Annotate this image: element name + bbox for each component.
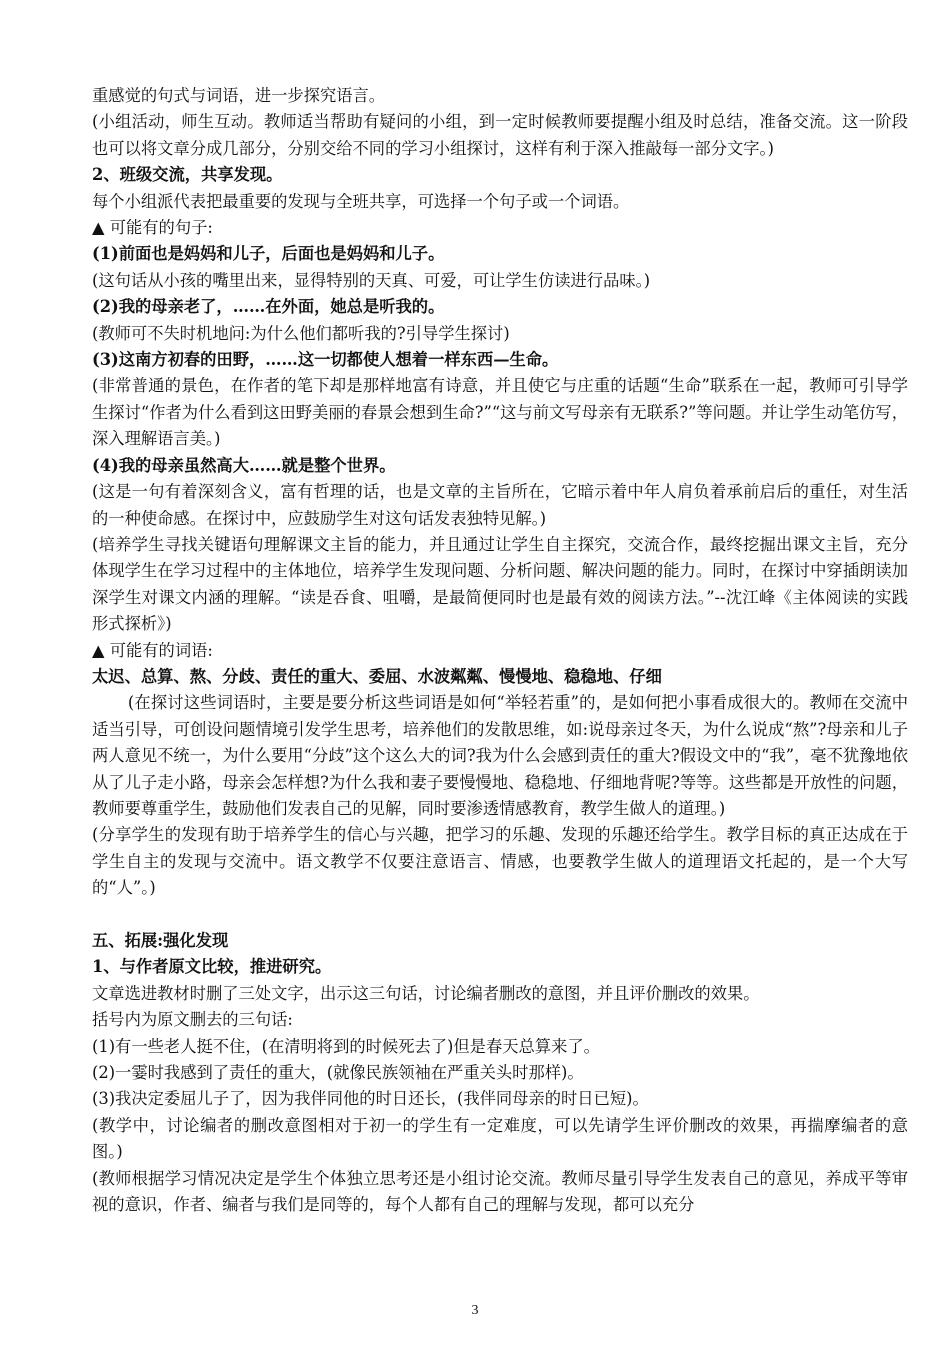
paragraph: 括号内为原文删去的三句话:	[92, 1010, 293, 1030]
paragraph: (小组活动，师生互动。教师适当帮助有疑问的小组，到一定时候教师要提醒小组及时总结，准备交流。这一阶段也可以将文章分成几部分，分别交给不同的学习小组探讨，这样有利于深入推敲每一部分文字。)	[92, 112, 908, 158]
document-body	[92, 83, 908, 1218]
heading-line: (4)我的母亲虽然高大……就是整个世界。	[92, 455, 396, 475]
heading-line: 2、班级交流，共享发现。	[92, 165, 283, 185]
paragraph: (教师可不失时机地问:为什么他们都听我的?引导学生探讨)	[92, 323, 510, 343]
page-number: 3	[471, 1303, 479, 1318]
blank-line	[92, 902, 908, 928]
paragraph: (这是一句有着深刻含义，富有哲理的话，也是文章的主旨所在，它暗示着中年人肩负着承前启后的重任，对生活的一种使命感。在探讨中，应鼓励学生对这句话发表独特见解。)	[92, 482, 908, 528]
paragraph: (3)我决定委屈儿子了，因为我伴同他的时日还长，(我伴同母亲的时日已短)。	[92, 1089, 649, 1109]
heading-line: (3)这南方初春的田野，……这一切都使人想着一样东西—生命。	[92, 350, 559, 370]
paragraph: (教学中，讨论编者的删改意图相对于初一的学生有一定难度，可以先请学生评价删改的效果，再揣摩编者的意图。)	[92, 1115, 908, 1162]
paragraph: (非常普通的景色，在作者的笔下却是那样地富有诗意，并且使它与庄重的话题“生命”联系在一起，教师可引导学生探讨“作者为什么看到这田野美丽的春景会想到生命?”“这与前文写母亲有无联系?”等问题。并让学生动笔仿写，深入理解语言美。)	[92, 376, 908, 449]
heading-line: 太迟、总算、熬、分歧、责任的重大、委屈、水波粼粼、慢慢地、稳稳地、仔细	[92, 666, 662, 686]
heading-line: 五、拓展:强化发现	[92, 930, 229, 950]
paragraph: (1)有一些老人挺不住，(在清明将到的时候死去了)但是春天总算来了。	[92, 1036, 600, 1056]
paragraph: (在探讨这些词语时，主要是要分析这些词语是如何“举轻若重”的，是如何把小事看成很大的。教师在交流中适当引导，可创设问题情境引发学生思考，培养他们的发散思维，如:说母亲过冬天，为什么说成“熬”?母亲和儿子两人意见不统一，为什么要用“分歧”这个这么大的词?我为什么会感到责任的重大?假设文中的“我”，毫不犹豫地依从了儿子走小路，母亲会怎样想?为什么我和妻子要慢慢地、稳稳地、仔细地背呢?等等。这些都是开放性的问题，教师要尊重学生，鼓励他们发表自己的见解，同时要渗透情感教育，教学生做人的道理。)	[92, 693, 908, 818]
paragraph: 文章选进教材时删了三处文字，出示这三句话，讨论编者删改的意图，并且评价删改的效果。	[92, 983, 760, 1003]
paragraph: (教师根据学习情况决定是学生个体独立思考还是小组讨论交流。教师尽量引导学生发表自己的意见，养成平等审视的意识，作者、编者与我们是同等的，每个人都有自己的理解与发现，都可以充分	[92, 1168, 908, 1215]
paragraph: 每个小组派代表把最重要的发现与全班共享，可选择一个句子或一个词语。	[92, 191, 630, 211]
paragraph: 重感觉的句式与词语，进一步探究语言。	[92, 86, 386, 105]
paragraph: (这句话从小孩的嘴里出来，显得特别的天真、可爱，可让学生仿读进行品味。)	[92, 270, 651, 290]
paragraph: (培养学生寻找关键语句理解课文主旨的能力，并且通过让学生自主探究，交流合作，最终挖掘出课文主旨，充分体现学生在学习过程中的主体地位，培养学生发现问题、分析问题、解决问题的能力。同时，在探讨中穿插朗读加深学生对课文内涵的理解。“读是吞食、咀嚼，是最简便同时也是最有效的阅读方法。”--沈江峰《主体阅读的实践形式探析》)	[92, 534, 908, 634]
heading-line: 1、与作者原文比较，推进研究。	[92, 957, 332, 977]
paragraph: (2)一霎时我感到了责任的重大，(就像民族领袖在严重关头时那样)。	[92, 1063, 584, 1083]
heading-line: (2)我的母亲老了，……在外面，她总是听我的。	[92, 297, 445, 317]
paragraph: (分享学生的发现有助于培养学生的信心与兴趣，把学习的乐趣、发现的乐趣还给学生。教学目标的真正达成在于学生自主的发现与交流中。语文教学不仅要注意语言、情感，也要教学生做人的道理语文托起的，是一个大写的“人”。)	[92, 825, 908, 898]
heading-line: (1)前面也是妈妈和儿子，后面也是妈妈和儿子。	[92, 244, 445, 264]
paragraph: ▲ 可能有的句子:	[92, 218, 213, 238]
paragraph: ▲ 可能有的词语:	[92, 640, 213, 660]
